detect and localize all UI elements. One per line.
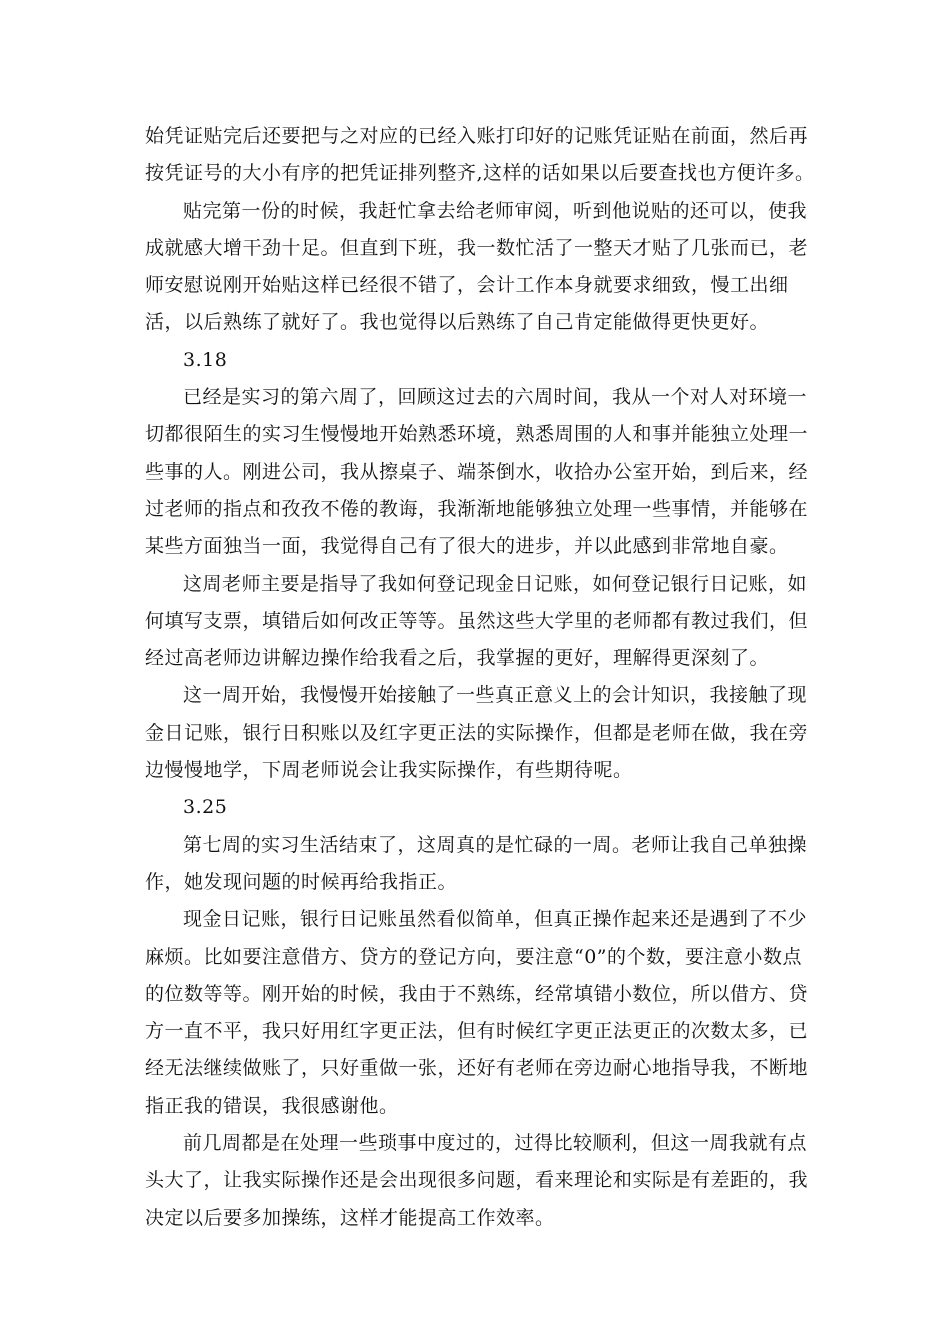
- document-line: 经无法继续做账了，只好重做一张，还好有老师在旁边耐心地指导我，不断地: [145, 1057, 809, 1080]
- document-line: 金日记账，银行日积账以及红字更正法的实际操作，但都是老师在做，我在旁: [145, 721, 809, 744]
- document-line: 已经是实习的第六周了，回顾这过去的六周时间，我从一个对人对环境一: [183, 386, 808, 409]
- document-line: 这周老师主要是指导了我如何登记现金日记账，如何登记银行日记账，如: [183, 572, 808, 595]
- document-line: 3.18: [183, 348, 228, 371]
- document-line: 何填写支票，填错后如何改正等等。虽然这些大学里的老师都有教过我们，但: [145, 609, 809, 632]
- document-line: 方一直不平，我只好用红字更正法，但有时候红字更正法更正的次数太多，已: [145, 1020, 809, 1043]
- document-line: 头大了，让我实际操作还是会出现很多问题，看来理论和实际是有差距的，我: [145, 1169, 809, 1192]
- document-body: [145, 118, 815, 1237]
- document-line: 的位数等等。刚开始的时候，我由于不熟练，经常填错小数位，所以借方、贷: [145, 982, 809, 1005]
- document-line: 边慢慢地学，下周老师说会让我实际操作，有些期待呢。: [145, 759, 633, 782]
- document-line: 经过高老师边讲解边操作给我看之后，我掌握的更好，理解得更深刻了。: [145, 647, 770, 670]
- document-line: 现金日记账，银行日记账虽然看似简单，但真正操作起来还是遇到了不少: [183, 908, 808, 931]
- document-line: 过老师的指点和孜孜不倦的教诲，我渐渐地能够独立处理一些事情，并能够在: [145, 497, 809, 520]
- document-line: 决定以后要多加操练，这样才能提高工作效率。: [145, 1206, 555, 1229]
- document-line: 活，以后熟练了就好了。我也觉得以后熟练了自己肯定能做得更快更好。: [145, 311, 770, 334]
- document-line: 切都很陌生的实习生慢慢地开始熟悉环境，熟悉周围的人和事并能独立处理一: [145, 423, 809, 446]
- document-line: 贴完第一份的时候，我赶忙拿去给老师审阅，听到他说贴的还可以，使我: [183, 199, 808, 222]
- document-line: 某些方面独当一面，我觉得自己有了很大的进步，并以此感到非常地自豪。: [145, 535, 789, 558]
- document-line: 些事的人。刚进公司，我从擦桌子、端茶倒水，收拾办公室开始，到后来，经: [145, 460, 809, 483]
- document-line: 作，她发现问题的时候再给我指正。: [145, 870, 458, 893]
- document-line: 指正我的错误，我很感谢他。: [145, 1094, 399, 1117]
- document-line: 这一周开始，我慢慢开始接触了一些真正意义上的会计知识，我接触了现: [183, 684, 808, 707]
- document-line: 3.25: [183, 796, 228, 819]
- document-line: 成就感大增干劲十足。但直到下班，我一数忙活了一整天才贴了几张而已，老: [145, 236, 809, 259]
- document-line: 麻烦。比如要注意借方、贷方的登记方向，要注意“0”的个数，要注意小数点: [145, 945, 803, 968]
- document-line: 始凭证贴完后还要把与之对应的已经入账打印好的记账凭证贴在前面，然后再: [145, 125, 809, 147]
- document-line: 前几周都是在处理一些琐事中度过的，过得比较顺利，但这一周我就有点: [183, 1132, 808, 1155]
- document-line: 第七周的实习生活结束了，这周真的是忙碌的一周。老师让我自己单独操: [183, 833, 808, 856]
- document-line: 按凭证号的大小有序的把凭证排列整齐,这样的话如果以后要查找也方便许多。: [145, 162, 815, 185]
- document-line: 师安慰说刚开始贴这样已经很不错了，会计工作本身就要求细致，慢工出细: [145, 274, 789, 297]
